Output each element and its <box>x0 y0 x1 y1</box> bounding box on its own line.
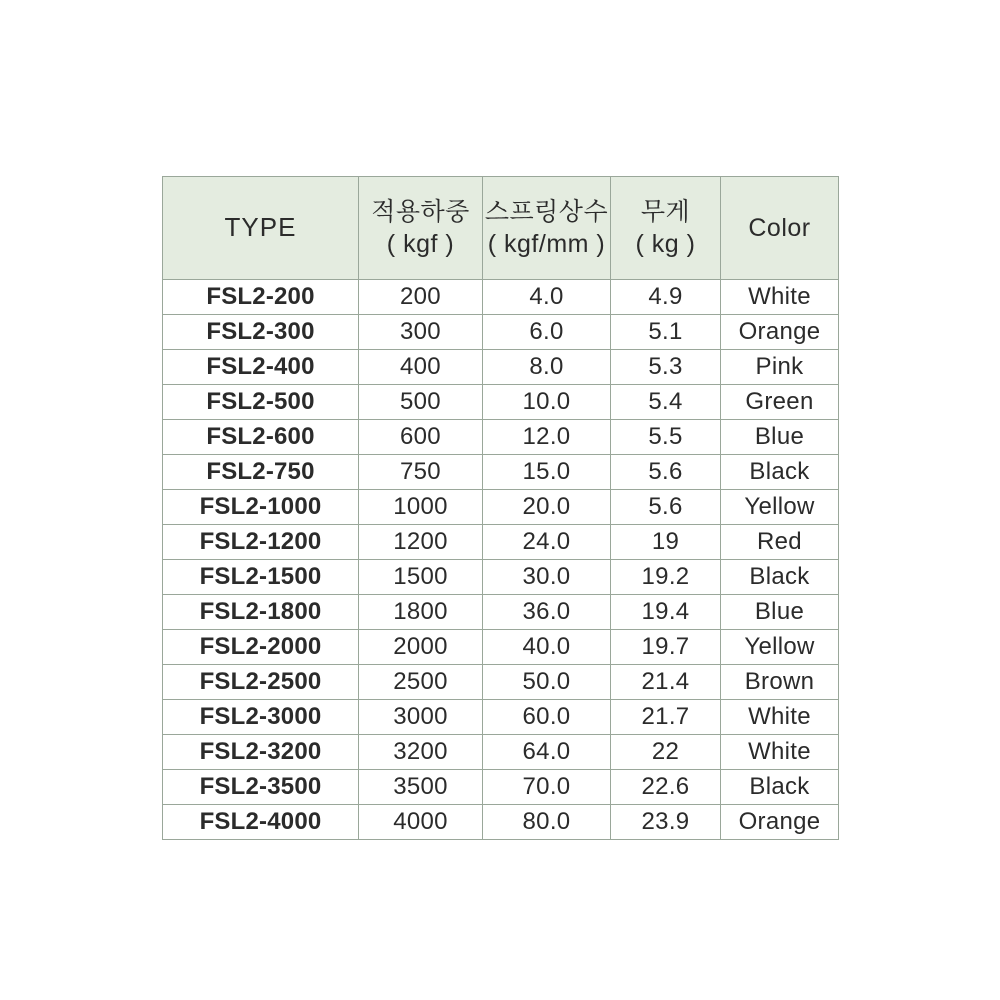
cell-weight: 4.9 <box>611 280 721 315</box>
cell-load: 1500 <box>359 560 483 595</box>
cell-color: Brown <box>721 665 839 700</box>
cell-color: White <box>721 735 839 770</box>
column-header-type <box>163 177 359 280</box>
column-header-load-unit: ( kgf ) <box>386 230 455 258</box>
cell-weight: 19.7 <box>611 630 721 665</box>
cell-color: Yellow <box>721 630 839 665</box>
cell-color: Blue <box>721 595 839 630</box>
cell-type: FSL2-3000 <box>163 700 359 735</box>
column-header-weight <box>611 177 721 280</box>
cell-weight: 22 <box>611 735 721 770</box>
cell-weight: 19 <box>611 525 721 560</box>
cell-type: FSL2-2000 <box>163 630 359 665</box>
cell-spring-constant: 4.0 <box>483 280 611 315</box>
cell-spring-constant: 12.0 <box>483 420 611 455</box>
table-header-row <box>163 177 839 280</box>
table-row <box>163 595 839 630</box>
cell-type: FSL2-750 <box>163 455 359 490</box>
table-row <box>163 665 839 700</box>
cell-color: Pink <box>721 350 839 385</box>
column-header-type-main: TYPE <box>224 212 297 243</box>
column-header-color <box>721 177 839 280</box>
cell-spring-constant: 60.0 <box>483 700 611 735</box>
cell-load: 200 <box>359 280 483 315</box>
cell-load: 4000 <box>359 805 483 840</box>
cell-spring-constant: 64.0 <box>483 735 611 770</box>
cell-color: White <box>721 280 839 315</box>
cell-spring-constant: 24.0 <box>483 525 611 560</box>
cell-weight: 5.4 <box>611 385 721 420</box>
table-row <box>163 805 839 840</box>
cell-type: FSL2-1800 <box>163 595 359 630</box>
cell-type: FSL2-3500 <box>163 770 359 805</box>
cell-spring-constant: 15.0 <box>483 455 611 490</box>
table-row <box>163 420 839 455</box>
cell-color: White <box>721 700 839 735</box>
spring-specification-table <box>162 176 839 840</box>
table-row <box>163 735 839 770</box>
cell-spring-constant: 20.0 <box>483 490 611 525</box>
cell-color: Red <box>721 525 839 560</box>
cell-type: FSL2-300 <box>163 315 359 350</box>
cell-color: Orange <box>721 315 839 350</box>
table-row <box>163 350 839 385</box>
cell-spring-constant: 8.0 <box>483 350 611 385</box>
cell-type: FSL2-600 <box>163 420 359 455</box>
cell-color: Black <box>721 455 839 490</box>
cell-load: 1000 <box>359 490 483 525</box>
cell-color: Orange <box>721 805 839 840</box>
cell-color: Yellow <box>721 490 839 525</box>
column-header-weight-unit: ( kg ) <box>635 230 696 258</box>
column-header-spring-constant-main: 스프링상수 <box>484 198 609 226</box>
table-row <box>163 700 839 735</box>
table-header <box>163 177 839 280</box>
cell-type: FSL2-200 <box>163 280 359 315</box>
cell-weight: 5.1 <box>611 315 721 350</box>
cell-spring-constant: 50.0 <box>483 665 611 700</box>
cell-spring-constant: 36.0 <box>483 595 611 630</box>
table-row <box>163 525 839 560</box>
table-body-group-3 <box>163 700 839 840</box>
column-header-color-main: Color <box>748 214 811 242</box>
cell-spring-constant: 30.0 <box>483 560 611 595</box>
cell-weight: 5.6 <box>611 490 721 525</box>
cell-type: FSL2-1000 <box>163 490 359 525</box>
column-header-spring-constant <box>483 177 611 280</box>
cell-load: 3200 <box>359 735 483 770</box>
cell-type: FSL2-400 <box>163 350 359 385</box>
table-row <box>163 455 839 490</box>
column-header-load-main: 적용하중 <box>371 198 470 226</box>
cell-spring-constant: 6.0 <box>483 315 611 350</box>
table-body-group-1 <box>163 280 839 525</box>
cell-weight: 19.4 <box>611 595 721 630</box>
cell-load: 750 <box>359 455 483 490</box>
cell-color: Black <box>721 560 839 595</box>
cell-spring-constant: 70.0 <box>483 770 611 805</box>
cell-color: Black <box>721 770 839 805</box>
cell-spring-constant: 40.0 <box>483 630 611 665</box>
cell-weight: 5.6 <box>611 455 721 490</box>
table-row <box>163 770 839 805</box>
cell-load: 1800 <box>359 595 483 630</box>
cell-spring-constant: 10.0 <box>483 385 611 420</box>
table-row <box>163 490 839 525</box>
cell-spring-constant: 80.0 <box>483 805 611 840</box>
cell-load: 2500 <box>359 665 483 700</box>
cell-weight: 19.2 <box>611 560 721 595</box>
cell-load: 1200 <box>359 525 483 560</box>
cell-weight: 21.7 <box>611 700 721 735</box>
table-row <box>163 280 839 315</box>
cell-weight: 23.9 <box>611 805 721 840</box>
cell-type: FSL2-1200 <box>163 525 359 560</box>
cell-load: 3000 <box>359 700 483 735</box>
cell-load: 500 <box>359 385 483 420</box>
column-header-weight-main: 무게 <box>640 198 691 226</box>
cell-color: Blue <box>721 420 839 455</box>
cell-weight: 5.3 <box>611 350 721 385</box>
table-row <box>163 315 839 350</box>
cell-load: 2000 <box>359 630 483 665</box>
cell-type: FSL2-3200 <box>163 735 359 770</box>
cell-type: FSL2-500 <box>163 385 359 420</box>
cell-load: 600 <box>359 420 483 455</box>
cell-color: Green <box>721 385 839 420</box>
table-row <box>163 630 839 665</box>
cell-weight: 21.4 <box>611 665 721 700</box>
cell-type: FSL2-4000 <box>163 805 359 840</box>
cell-weight: 22.6 <box>611 770 721 805</box>
table-body-group-2 <box>163 525 839 700</box>
cell-weight: 5.5 <box>611 420 721 455</box>
cell-type: FSL2-1500 <box>163 560 359 595</box>
cell-load: 300 <box>359 315 483 350</box>
column-header-spring-constant-unit: ( kgf/mm ) <box>487 230 606 258</box>
cell-load: 400 <box>359 350 483 385</box>
column-header-load <box>359 177 483 280</box>
cell-load: 3500 <box>359 770 483 805</box>
table-row <box>163 560 839 595</box>
cell-type: FSL2-2500 <box>163 665 359 700</box>
table-row <box>163 385 839 420</box>
